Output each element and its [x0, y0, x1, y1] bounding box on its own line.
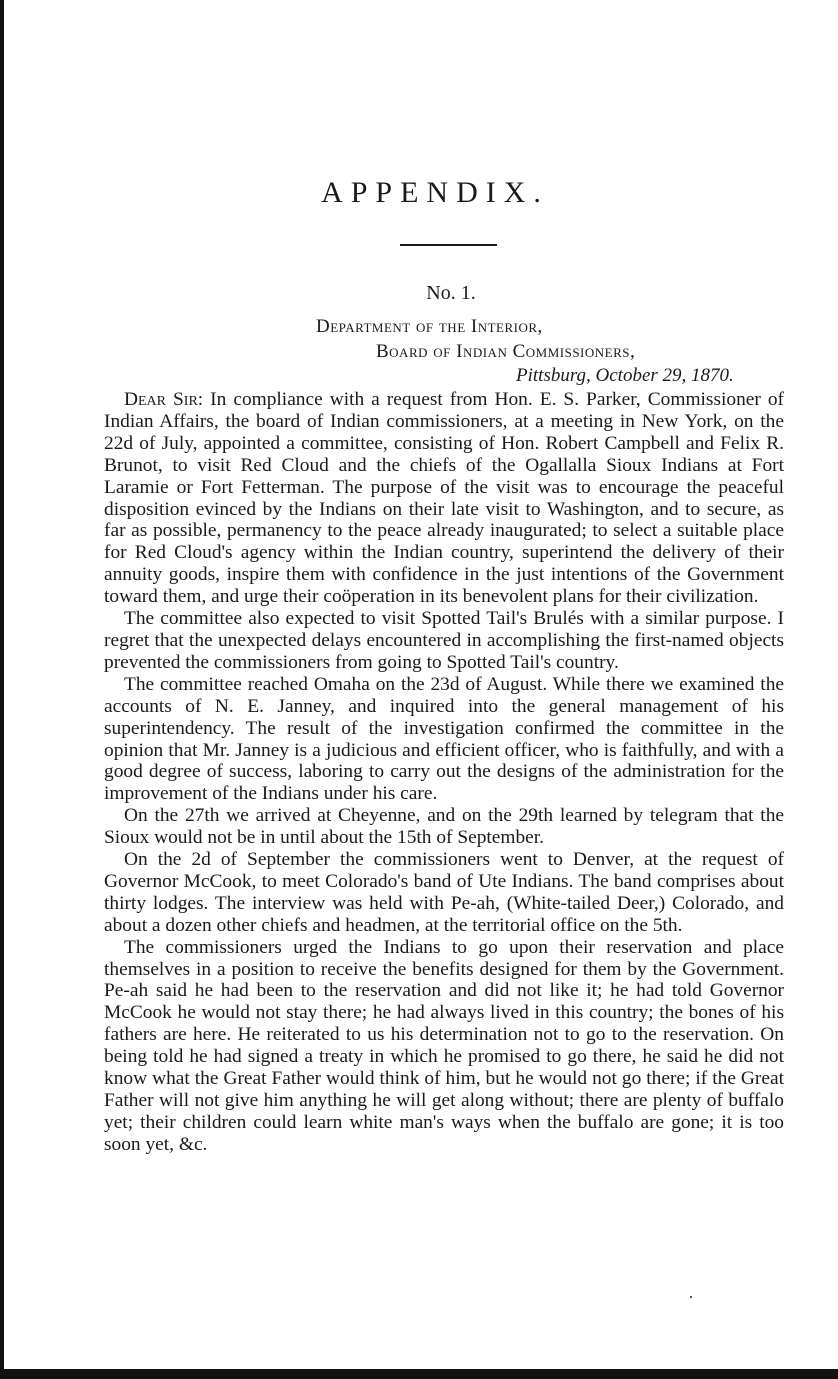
letter-body — [104, 389, 784, 1156]
document-number: No. 1. — [426, 282, 476, 304]
paragraph-5: On the 2d of September the commissioners went to Denver, at the request of Governor McCook, to meet Colorado's band of Ute Indians. The band comprises about thirty lodges. The interview was held with Pe-ah, (White-tailed Deer,) Colorado, and about a dozen other chiefs and headmen, at the territorial office on the 5th. — [104, 849, 784, 936]
paragraph-4: On the 27th we arrived at Cheyenne, and on the 29th learned by telegram that the Sioux would not be in until about the 15th of September. — [104, 805, 784, 849]
scan-edge-bottom — [0, 1369, 838, 1379]
title-rule — [400, 244, 497, 246]
header-department: Department of the Interior, — [316, 316, 543, 337]
salutation: Dear Sir — [124, 389, 198, 410]
paragraph-2: The committee also expected to visit Spotted Tail's Brulés with a similar purpose. I regret that the unexpected delays encountered in accomplishing the first-named objects prevented the commissioners from going to Spotted Tail's country. — [104, 608, 784, 673]
scan-speck — [690, 1296, 692, 1298]
paragraph-1 — [104, 389, 784, 608]
paragraph-1-text: : In compliance with a request from Hon. E. S. Parker, Commissioner of Indian Affairs, the board of Indian commissioners, at a meeting in New York, on the 22d of July, appointed a committee, consisting of Hon. Robert Campbell and Felix R. Brunot, to visit Red Cloud and the chiefs of the Ogallalla Sioux Indians at Fort Laramie or Fort Fetterman. The purpose of the visit was to encourage the peaceful disposition evinced by the Indians on their late visit to Washington, and to secure, as far as possible, permanency to the peace already inaugurated; to select a suitable place for Red Cloud's agency within the Indian country, superintend the delivery of their annuity goods, inspire them with confidence in the just intentions of the Government toward them, and urge their coöperation in its benevolent plans for their civilization. — [104, 389, 785, 608]
paragraph-6: The commissioners urged the Indians to go upon their reservation and place themselves in a position to receive the benefits designed for them by the Government. Pe-ah said he had been to the reservation and did not like it; he had told Governor McCook he would not stay there; he had always lived in this country; the bones of his fathers are here. He reiterated to us his determination not to go to the reservation. On being told he had signed a treaty in which he promised to go there, he said he did not know what the Great Father would think of him, but he would not go there; if the Great Father will not give him anything he will get along without; there are plenty of buffalo yet; their children could learn white man's ways when the buffalo are gone; it is too soon yet, &c. — [104, 936, 784, 1155]
header-place-date: Pittsburg, October 29, 1870. — [516, 365, 734, 386]
paragraph-3: The committee reached Omaha on the 23d of August. While there we examined the accounts of N. E. Janney, and inquired into the general management of his superintendency. The result of the investigation confirmed the committee in the opinion that Mr. Janney is a judicious and efficient officer, who is faithfully, and with a good degree of success, laboring to carry out the designs of the administration for the improvement of the Indians under his care. — [104, 673, 784, 805]
appendix-title: APPENDIX. — [321, 176, 549, 209]
header-board: Board of Indian Commissioners, — [376, 341, 636, 362]
